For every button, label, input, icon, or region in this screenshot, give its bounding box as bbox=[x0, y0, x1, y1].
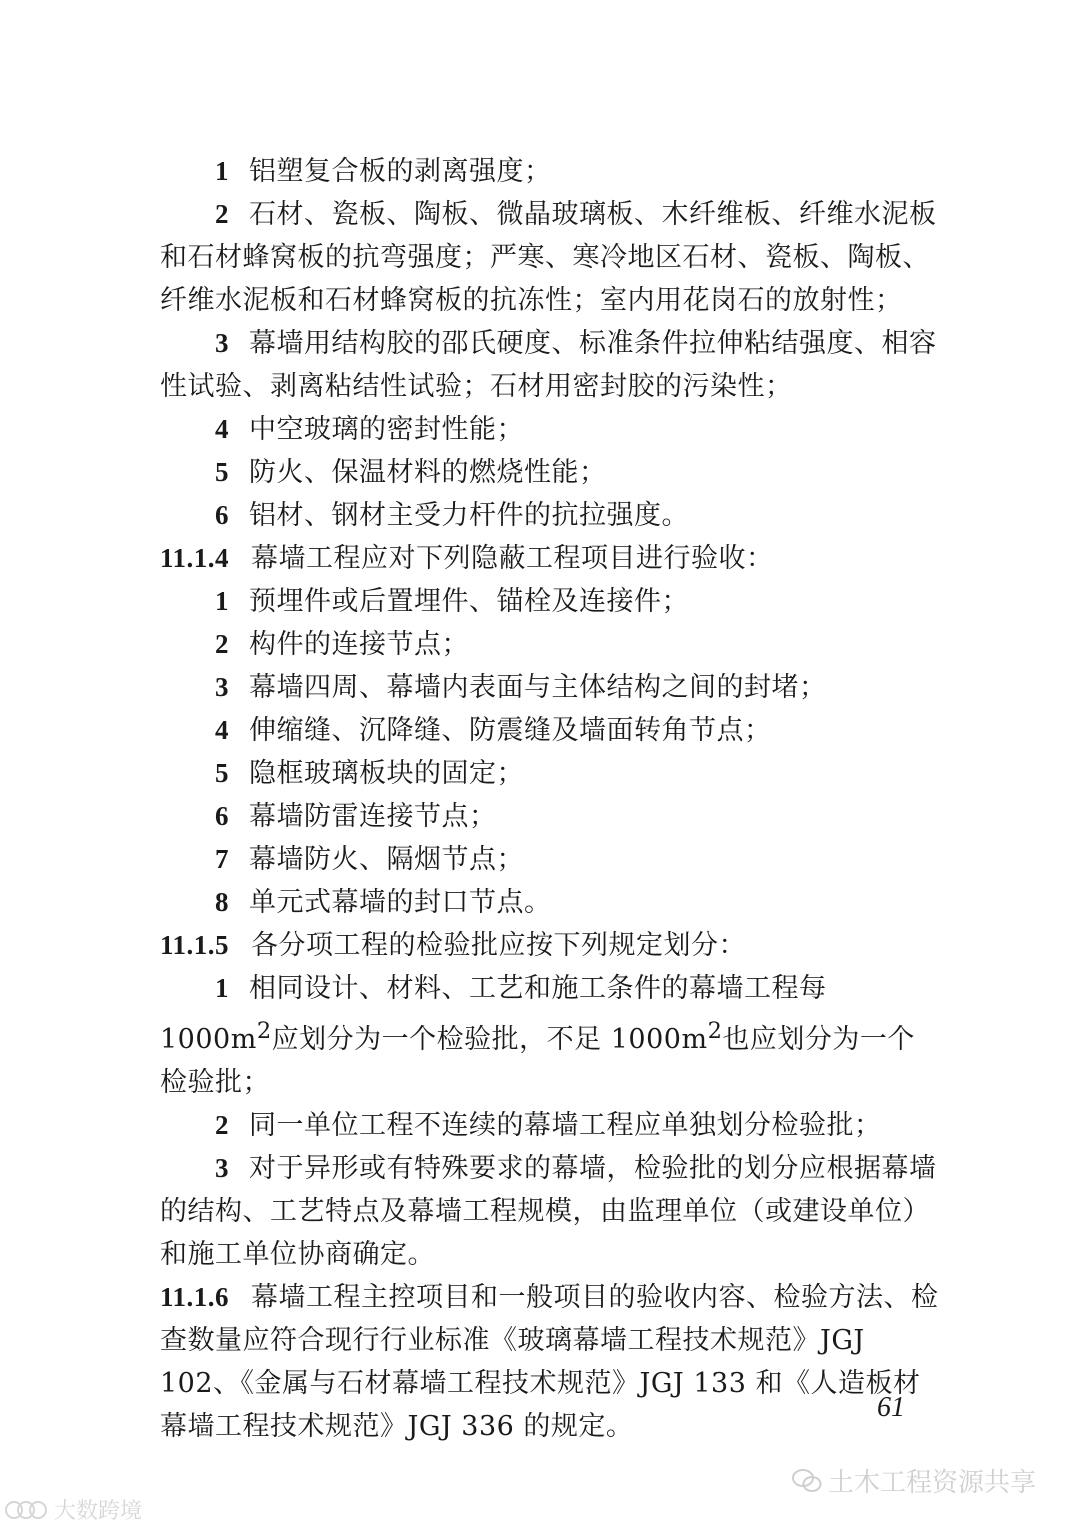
item-number: 4 bbox=[215, 715, 229, 745]
list-item bbox=[160, 666, 942, 709]
item-text: 铝塑复合板的剥离强度； bbox=[249, 156, 552, 187]
list-item bbox=[160, 795, 942, 838]
item-number: 1 bbox=[215, 156, 229, 186]
item-number: 4 bbox=[215, 414, 229, 444]
list-item bbox=[160, 623, 942, 666]
list-item bbox=[160, 451, 942, 494]
logo-icon bbox=[4, 1499, 48, 1521]
item-number: 2 bbox=[215, 1110, 229, 1140]
clause-text: 幕墙工程应对下列隐蔽工程项目进行验收： bbox=[251, 543, 774, 574]
item-text: 中空玻璃的密封性能； bbox=[249, 414, 524, 445]
list-item bbox=[160, 1104, 942, 1147]
clause-number: 11.1.4 bbox=[160, 543, 230, 573]
item-text: 幕墙四周、幕墙内表面与主体结构之间的封堵； bbox=[249, 672, 827, 703]
item-number: 2 bbox=[215, 199, 229, 229]
list-item bbox=[160, 838, 942, 881]
item-text: 幕墙防雷连接节点； bbox=[249, 801, 497, 832]
item-text: 幕墙防火、隔烟节点； bbox=[249, 844, 524, 875]
item-text: 石材、瓷板、陶板、微晶玻璃板、木纤维板、纤维水泥板和石材蜂窝板的抗弯强度；严寒、寒冷地区石材、瓷板、陶板、纤维水泥板和石材蜂窝板的抗冻性；室内用花岗石的放射性； bbox=[160, 199, 937, 316]
item-text: 幕墙用结构胶的邵氏硬度、标准条件拉伸粘结强度、相容性试验、剥离粘结性试验；石材用密封胶的污染性； bbox=[160, 328, 937, 402]
clause-number: 11.1.6 bbox=[160, 1282, 230, 1312]
item-number: 1 bbox=[215, 586, 229, 616]
clause-11-1-5 bbox=[160, 924, 942, 967]
item-number: 8 bbox=[215, 887, 229, 917]
list-item bbox=[160, 193, 942, 322]
list-item bbox=[160, 150, 942, 193]
item-number: 5 bbox=[215, 758, 229, 788]
item-text: 单元式幕墙的封口节点。 bbox=[249, 887, 552, 918]
item-number: 6 bbox=[215, 801, 229, 831]
item-text: 构件的连接节点； bbox=[249, 629, 469, 660]
list-item bbox=[160, 408, 942, 451]
clause-text: 幕墙工程主控项目和一般项目的验收内容、检验方法、检查数量应符合现行行业标准《玻璃幕墙工程技术规范》JGJ 102、《金属与石材幕墙工程技术规范》JGJ 133 和《人造板材幕墙工程技术规范》JGJ 336 的规定。 bbox=[160, 1282, 939, 1442]
item-text: 伸缩缝、沉降缝、防震缝及墙面转角节点； bbox=[249, 715, 772, 746]
item-number: 5 bbox=[215, 457, 229, 487]
list-item bbox=[160, 967, 942, 1104]
wechat-icon bbox=[792, 1468, 822, 1494]
item-number: 6 bbox=[215, 500, 229, 530]
item-text: 防火、保温材料的燃烧性能； bbox=[249, 457, 607, 488]
item-text: 铝材、钢材主受力杆件的抗拉强度。 bbox=[249, 500, 689, 531]
clause-11-1-6 bbox=[160, 1276, 942, 1448]
list-item bbox=[160, 580, 942, 623]
list-item bbox=[160, 752, 942, 795]
item-number: 3 bbox=[215, 1153, 229, 1183]
item-number: 3 bbox=[215, 672, 229, 702]
item-text: 隐框玻璃板块的固定； bbox=[249, 758, 524, 789]
list-item bbox=[160, 322, 942, 408]
superscript: 2 bbox=[256, 1018, 272, 1044]
item-number: 3 bbox=[215, 328, 229, 358]
item-text: 预埋件或后置埋件、锚栓及连接件； bbox=[249, 586, 689, 617]
item-number: 1 bbox=[215, 973, 229, 1003]
superscript: 2 bbox=[707, 1018, 723, 1044]
list-item bbox=[160, 709, 942, 752]
watermark-text: 土木工程资源共享 bbox=[828, 1468, 1037, 1498]
list-item bbox=[160, 1147, 942, 1276]
clause-text: 各分项工程的检验批应按下列规定划分： bbox=[251, 930, 747, 961]
item-number: 7 bbox=[215, 844, 229, 874]
page-number: 61 bbox=[877, 1392, 905, 1423]
item-text: 对于异形或有特殊要求的幕墙，检验批的划分应根据幕墙的结构、工艺特点及幕墙工程规模，由监理单位（或建设单位）和施工单位协商确定。 bbox=[160, 1153, 937, 1270]
list-item bbox=[160, 494, 942, 537]
clause-11-1-4 bbox=[160, 537, 942, 580]
list-item bbox=[160, 881, 942, 924]
item-text-b: 应划分为一个检验批，不足 1000m bbox=[271, 1024, 708, 1055]
page-content bbox=[160, 150, 942, 1448]
item-text-a: 相同设计、材料、工艺和施工条件的幕墙工程每 1000m bbox=[160, 973, 827, 1055]
item-text-c: 也应划分为一个检验批； bbox=[160, 1024, 915, 1098]
clause-number: 11.1.5 bbox=[160, 930, 230, 960]
watermark-text: 大数跨境 bbox=[54, 1499, 143, 1524]
watermark-left bbox=[4, 1494, 142, 1525]
watermark-right bbox=[792, 1462, 1036, 1499]
item-number: 2 bbox=[215, 629, 229, 659]
item-text: 同一单位工程不连续的幕墙工程应单独划分检验批； bbox=[249, 1110, 882, 1141]
